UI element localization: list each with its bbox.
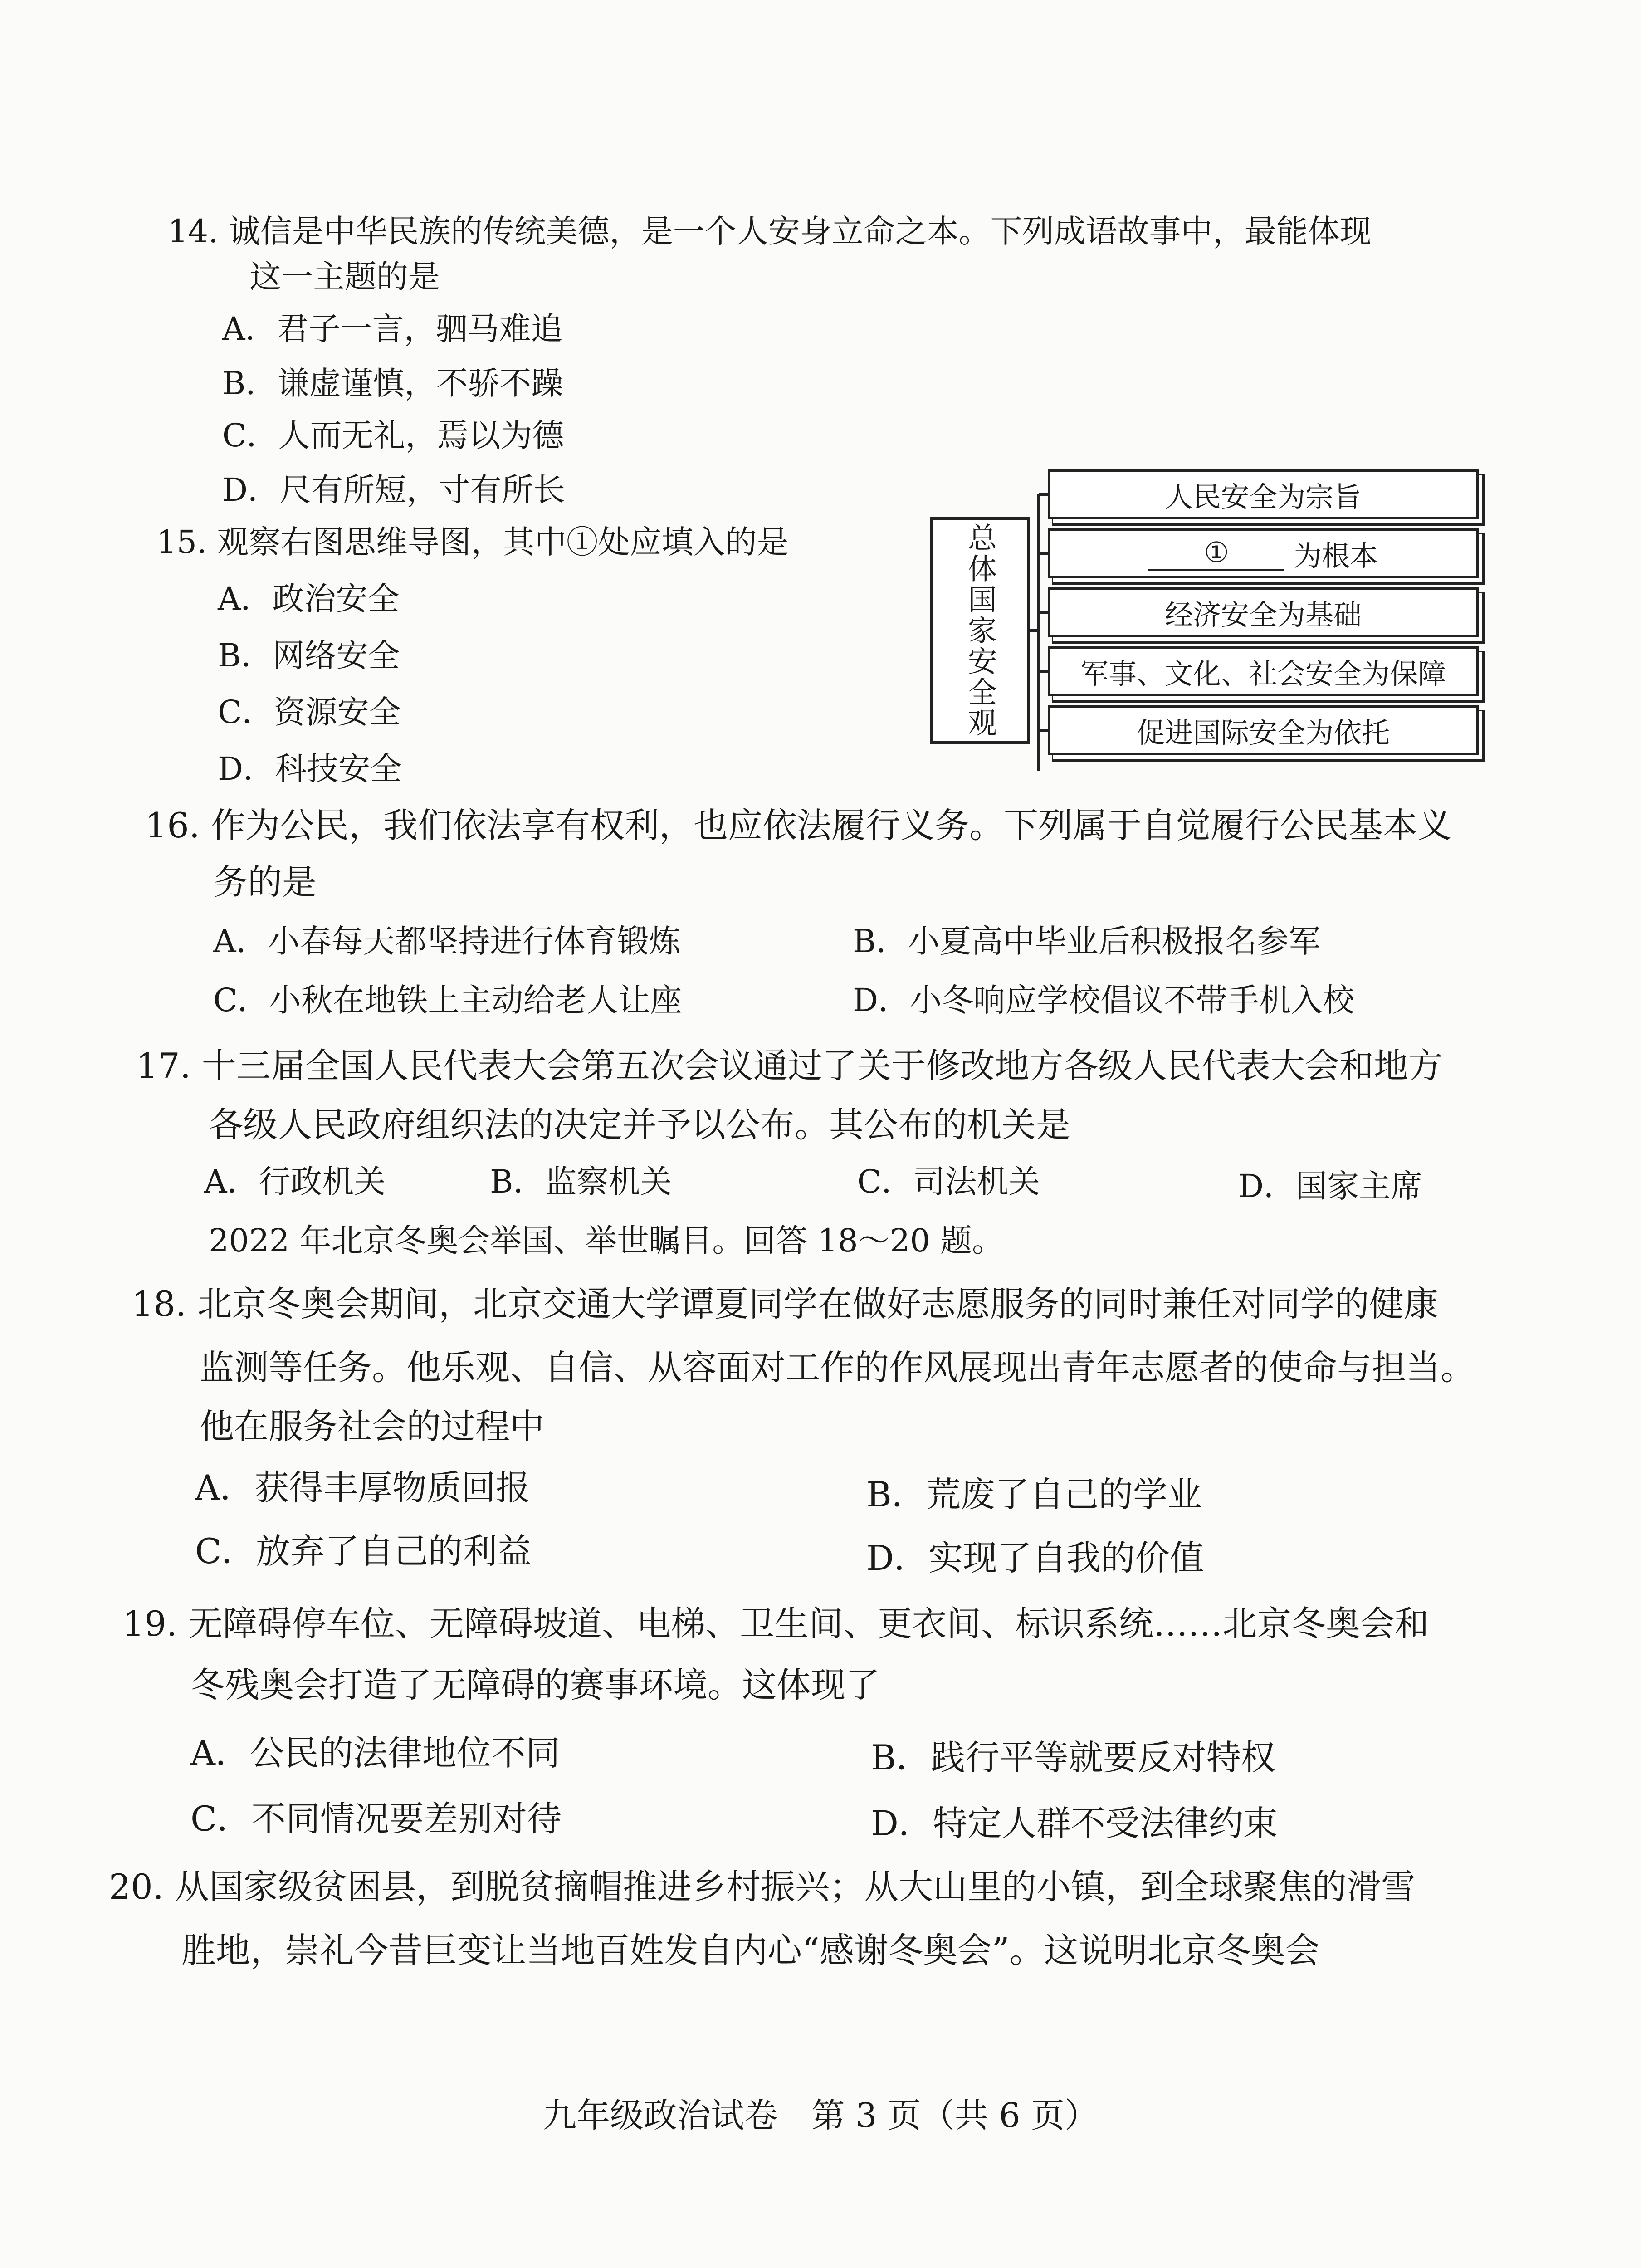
q15-option-c: C．资源安全 <box>218 694 401 731</box>
q16-stem-line-2: 务的是 <box>213 862 317 902</box>
q16-option-d: D．小冬响应学校倡议不带手机入校 <box>853 982 1355 1019</box>
q18-option-c: C．放弃了自己的利益 <box>195 1531 532 1571</box>
q15-option-b: B．网络安全 <box>218 637 400 674</box>
q14-option-d: D．尺有所短，寸有所长 <box>222 471 566 508</box>
q18-option-d: D．实现了自我的价值 <box>866 1538 1204 1578</box>
mind-map-branch-5: 促进国际安全为依托 <box>1048 705 1479 755</box>
q18-option-b: B．荒废了自己的学业 <box>866 1474 1202 1515</box>
q14-stem-line-1: 14. 诚信是中华民族的传统美德，是一个人安身立命之本。下列成语故事中，最能体现 <box>168 213 1372 250</box>
q17-option-c: C．司法机关 <box>857 1163 1040 1200</box>
q19-option-d: D．特定人群不受法律约束 <box>871 1803 1278 1843</box>
mind-map-blank-1: ① <box>1148 536 1284 571</box>
intro-18-20: 2022 年北京冬奥会举国、举世瞩目。回答 18～20 题。 <box>209 1222 1004 1259</box>
q14-stem-line-2: 这一主题的是 <box>249 258 440 295</box>
q20-stem-line-2: 胜地，崇礼今昔巨变让当地百姓发自内心“感谢冬奥会”。这说明北京冬奥会 <box>181 1930 1320 1970</box>
q16-option-b: B．小夏高中毕业后积极报名参军 <box>853 923 1321 960</box>
q17-stem-line-2: 各级人民政府组织法的决定并予以公布。其公布的机关是 <box>209 1105 1070 1145</box>
q19-option-a: A．公民的法律地位不同 <box>190 1733 560 1773</box>
q17-option-d: D．国家主席 <box>1238 1168 1423 1205</box>
q18-stem-line-1: 18. 北京冬奥会期间，北京交通大学谭夏同学在做好志愿服务的同时兼任对同学的健康 <box>132 1284 1439 1324</box>
mind-map-connector <box>930 476 1052 794</box>
mind-map-branch-2 <box>1048 528 1479 578</box>
q18-stem-line-3: 他在服务社会的过程中 <box>200 1406 544 1447</box>
q19-stem-line-2: 冬残奥会打造了无障碍的赛事环境。这体现了 <box>190 1665 880 1705</box>
q17-option-a: A．行政机关 <box>204 1163 386 1200</box>
q19-stem-line-1: 19. 无障碍停车位、无障碍坡道、电梯、卫生间、更衣间、标识系统……北京冬奥会和 <box>122 1603 1430 1644</box>
q15-option-d: D．科技安全 <box>218 750 402 787</box>
q16-stem-line-1: 16. 作为公民，我们依法享有权利，也应依法履行义务。下列属于自觉履行公民基本义 <box>145 805 1452 846</box>
q19-option-b: B．践行平等就要反对特权 <box>871 1737 1275 1778</box>
mind-map-branch-2-text: 为根本 <box>1293 539 1378 572</box>
q14-option-a: A．君子一言，驷马难追 <box>222 310 563 347</box>
q16-option-a: A．小春每天都坚持进行体育锻炼 <box>213 923 681 960</box>
q20-stem-line-1: 20. 从国家级贫困县，到脱贫摘帽推进乡村振兴；从大山里的小镇，到全球聚焦的滑雪 <box>109 1867 1416 1907</box>
q14-option-b: B．谦虚谨慎，不骄不躁 <box>222 365 563 402</box>
q19-option-c: C．不同情况要差别对待 <box>190 1799 562 1839</box>
mind-map-branch-1: 人民安全为宗旨 <box>1048 469 1479 519</box>
q15-stem: 15. 观察右图思维导图，其中①处应填入的是 <box>156 523 789 561</box>
page-footer: 九年级政治试卷 第 3 页（共 6 页） <box>542 2096 1099 2135</box>
mind-map <box>930 476 1497 794</box>
q18-option-a: A．获得丰厚物质回报 <box>195 1467 530 1508</box>
q18-stem-line-2: 监测等任务。他乐观、自信、从容面对工作的作风展现出青年志愿者的使命与担当。 <box>200 1347 1475 1388</box>
mind-map-branch-4: 军事、文化、社会安全为保障 <box>1048 646 1479 696</box>
q15-option-a: A．政治安全 <box>218 580 400 617</box>
q17-option-b: B．监察机关 <box>490 1163 672 1200</box>
mind-map-branch-3: 经济安全为基础 <box>1048 587 1479 637</box>
mind-map-root-text: 总体国家安全观 <box>963 523 996 738</box>
q17-stem-line-1: 17. 十三届全国人民代表大会第五次会议通过了关于修改地方各级人民代表大会和地方 <box>136 1046 1443 1086</box>
q14-option-c: C．人而无礼，焉以为德 <box>222 417 564 454</box>
q16-option-c: C．小秋在地铁上主动给老人让座 <box>213 982 682 1019</box>
